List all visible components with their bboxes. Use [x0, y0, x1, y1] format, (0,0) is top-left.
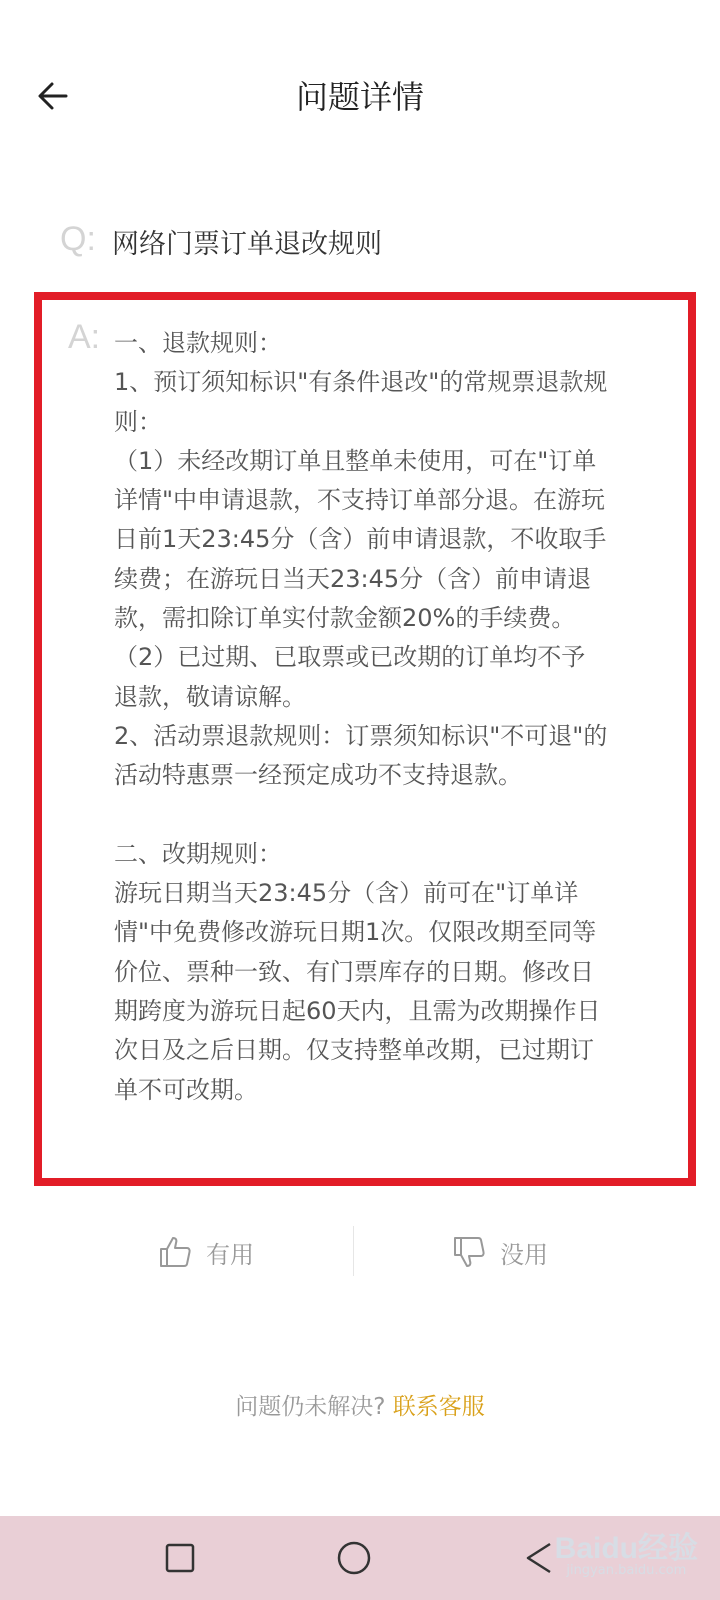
recent-apps-button[interactable] — [160, 1538, 200, 1578]
home-button[interactable] — [334, 1538, 374, 1578]
useless-label: 没用 — [500, 1240, 548, 1269]
answer-line: 游玩日期当天23:45分（含）前可在"订单详 — [114, 879, 579, 908]
answer-line: 1、预订须知标识"有条件退改"的常规票退款规 — [114, 368, 608, 397]
answer-box — [34, 292, 696, 1186]
baidu-watermark — [555, 1523, 698, 1578]
answer-line: 详情"中申请退款，不支持订单部分退。在游玩 — [114, 486, 606, 515]
answer-line: 二、改期规则： — [114, 839, 282, 868]
feedback-divider — [353, 1226, 354, 1276]
answer-blank-line — [114, 796, 670, 835]
help-text: 问题仍未解决? — [235, 1394, 386, 1420]
answer-line: 单不可改期。 — [114, 1075, 258, 1104]
watermark-logo: Baidu经验 — [554, 1532, 698, 1565]
answer-line: 活动特惠票一经预定成功不支持退款。 — [114, 761, 522, 790]
question-text: 网络门票订单退改规则 — [112, 229, 382, 260]
answer-line: 续费；在游玩日当天23:45分（含）前申请退 — [114, 564, 592, 593]
watermark-url: jingyan.baidu.com — [566, 1563, 687, 1578]
useless-button[interactable] — [452, 1224, 548, 1280]
thumbs-up-icon — [158, 1234, 194, 1270]
answer-line: 次日及之后日期。仅支持整单改期，已过期订 — [114, 1036, 594, 1065]
question-mark: Q: — [60, 220, 96, 258]
feedback-bar — [0, 1224, 720, 1280]
useful-button[interactable] — [158, 1224, 254, 1280]
answer-line: 情"中免费修改游玩日期1次。仅限改期至同等 — [114, 918, 597, 947]
answer-line: 价位、票种一致、有门票库存的日期。修改日 — [114, 957, 594, 986]
system-nav-bar — [0, 1516, 720, 1600]
header — [0, 0, 720, 190]
contact-support-link[interactable]: 联系客服 — [392, 1394, 485, 1420]
answer-line: 则： — [114, 407, 162, 436]
answer-line: 款，需扣除订单实付款金额20%的手续费。 — [114, 604, 576, 633]
answer-mark: A: — [68, 318, 101, 356]
answer-line: （1）未经改期订单且整单未使用，可在"订单 — [114, 446, 597, 475]
answer-body — [114, 324, 670, 1110]
square-icon — [160, 1538, 200, 1578]
useful-label: 有用 — [206, 1240, 254, 1269]
question-row — [60, 214, 680, 264]
page-title: 问题详情 — [295, 78, 424, 116]
answer-line: 日前1天23:45分（含）前申请退款，不收取手 — [114, 525, 607, 554]
answer-line: 期跨度为游玩日起60天内，且需为改期操作日 — [114, 997, 601, 1026]
help-row — [0, 1388, 720, 1421]
circle-icon — [334, 1538, 374, 1578]
answer-line: 一、退款规则： — [114, 329, 282, 357]
answer-line: 2、活动票退款规则：订票须知标识"不可退"的 — [114, 721, 608, 750]
answer-line: 退款，敬请谅解。 — [114, 682, 306, 711]
answer-line: （2）已过期、已取票或已改期的订单均不予 — [114, 643, 586, 672]
thumbs-down-icon — [452, 1234, 488, 1270]
